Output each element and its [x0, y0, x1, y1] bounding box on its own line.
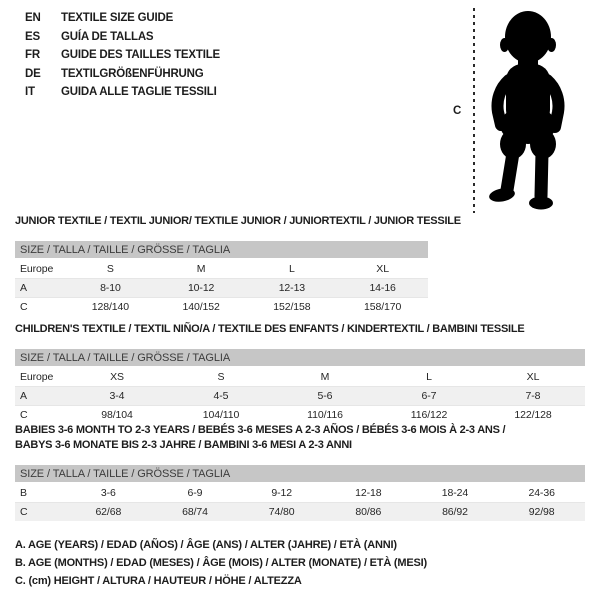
table-row-a	[15, 387, 585, 406]
language-code: DE	[25, 67, 41, 80]
value-cell: L	[247, 259, 338, 279]
value-cell: 128/140	[65, 298, 156, 317]
language-row	[25, 46, 220, 65]
table-row-europe	[15, 367, 585, 387]
table-row-b	[15, 483, 585, 503]
row-label-cell: C	[15, 406, 65, 425]
size-header-label: SIZE / TALLA / TAILLE / GRÖSSE / TAGLIA	[15, 349, 585, 367]
junior-size-table	[15, 241, 428, 316]
value-cell: 6-9	[152, 483, 239, 503]
children-size-table	[15, 349, 585, 424]
size-header-label: SIZE / TALLA / TAILLE / GRÖSSE / TAGLIA	[15, 241, 428, 259]
language-label: GUIDA ALLE TAGLIE TESSILI	[61, 86, 217, 98]
value-cell: 110/116	[273, 406, 377, 425]
value-cell: 12-18	[325, 483, 412, 503]
value-cell: XL	[337, 259, 428, 279]
value-cell: L	[377, 367, 481, 387]
row-label-cell: Europe	[15, 367, 65, 387]
row-label-cell: C	[15, 503, 65, 522]
value-cell: 8-10	[65, 279, 156, 298]
row-label-cell: C	[15, 298, 65, 317]
table-row-europe	[15, 259, 428, 279]
value-cell: 116/122	[377, 406, 481, 425]
value-cell: S	[65, 259, 156, 279]
language-code: EN	[25, 12, 41, 24]
value-cell: 5-6	[273, 387, 377, 406]
language-label: TEXTILGRÖßENFÜHRUNG	[61, 67, 204, 80]
row-label-cell: B	[15, 483, 65, 503]
toddler-silhouette-icon	[481, 8, 576, 213]
value-cell: 92/98	[498, 503, 585, 522]
value-cell: 158/170	[337, 298, 428, 317]
language-row	[25, 65, 220, 84]
value-cell: 62/68	[65, 503, 152, 522]
value-cell: 86/92	[412, 503, 499, 522]
children-textile-section	[15, 322, 585, 424]
value-cell: 4-5	[169, 387, 273, 406]
section-title: BABIES 3-6 MONTH TO 2-3 YEARS / BEBÉS 3-6 MESES A 2-3 AÑOS / BÉBÉS 3-6 MOIS À 2-3 ANS /	[15, 424, 506, 436]
value-cell: 14-16	[337, 279, 428, 298]
value-cell: 3-4	[65, 387, 169, 406]
row-label-cell: A	[15, 387, 65, 406]
height-measure-dotted-line	[473, 8, 475, 213]
babies-size-table	[15, 465, 585, 521]
section-title: CHILDREN'S TEXTILE / TEXTIL NIÑO/A / TEXTILE DES ENFANTS / KINDERTEXTIL / BAMBINI TESSILE	[15, 323, 525, 335]
measure-label-c: C	[453, 105, 462, 117]
value-cell: 98/104	[65, 406, 169, 425]
language-row	[25, 9, 220, 28]
section-title: JUNIOR TEXTILE / TEXTIL JUNIOR/ TEXTILE JUNIOR / JUNIORTEXTIL / JUNIOR TESSILE	[15, 215, 461, 227]
value-cell: XL	[481, 367, 585, 387]
value-cell: 18-24	[412, 483, 499, 503]
value-cell: 80/86	[325, 503, 412, 522]
value-cell: 104/110	[169, 406, 273, 425]
babies-textile-section	[15, 423, 585, 521]
size-header-row	[15, 349, 585, 367]
section-title: BABYS 3-6 MONATE BIS 2-3 JAHRE / BAMBINI 3-6 MESI A 2-3 ANNI	[15, 439, 352, 451]
junior-textile-section	[15, 214, 461, 316]
value-cell: XS	[65, 367, 169, 387]
value-cell: 12-13	[247, 279, 338, 298]
footnote-a: A. AGE (YEARS) / EDAD (AÑOS) / ÂGE (ANS) / ALTER (JAHRE) / ETÀ (ANNI)	[15, 539, 397, 551]
value-cell: 122/128	[481, 406, 585, 425]
value-cell: 152/158	[247, 298, 338, 317]
language-code: ES	[25, 30, 40, 43]
size-header-row	[15, 241, 428, 259]
value-cell: 6-7	[377, 387, 481, 406]
language-row	[25, 28, 220, 47]
table-row-c	[15, 406, 585, 425]
size-header-row	[15, 465, 585, 483]
value-cell: M	[273, 367, 377, 387]
value-cell: 24-36	[498, 483, 585, 503]
value-cell: 68/74	[152, 503, 239, 522]
table-row-a	[15, 279, 428, 298]
value-cell: 3-6	[65, 483, 152, 503]
value-cell: 74/80	[238, 503, 325, 522]
table-row-c	[15, 503, 585, 522]
language-label: TEXTILE SIZE GUIDE	[61, 12, 174, 24]
value-cell: 7-8	[481, 387, 585, 406]
language-row	[25, 83, 220, 102]
table-row-c	[15, 298, 428, 317]
legend-footnotes	[15, 536, 427, 590]
language-code: FR	[25, 49, 40, 61]
value-cell: 10-12	[156, 279, 247, 298]
language-code: IT	[25, 86, 35, 98]
row-label-cell: A	[15, 279, 65, 298]
size-header-label: SIZE / TALLA / TAILLE / GRÖSSE / TAGLIA	[15, 465, 585, 483]
footnote-b: B. AGE (MONTHS) / EDAD (MESES) / ÂGE (MOIS) / ALTER (MONATE) / ETÀ (MESI)	[15, 557, 427, 569]
language-title-list	[25, 9, 220, 102]
row-label-cell: Europe	[15, 259, 65, 279]
value-cell: 9-12	[238, 483, 325, 503]
value-cell: M	[156, 259, 247, 279]
language-label: GUÍA DE TALLAS	[61, 30, 154, 43]
value-cell: 140/152	[156, 298, 247, 317]
language-label: GUIDE DES TAILLES TEXTILE	[61, 49, 220, 61]
value-cell: S	[169, 367, 273, 387]
footnote-c: C. (cm) HEIGHT / ALTURA / HAUTEUR / HÖHE / ALTEZZA	[15, 575, 302, 587]
